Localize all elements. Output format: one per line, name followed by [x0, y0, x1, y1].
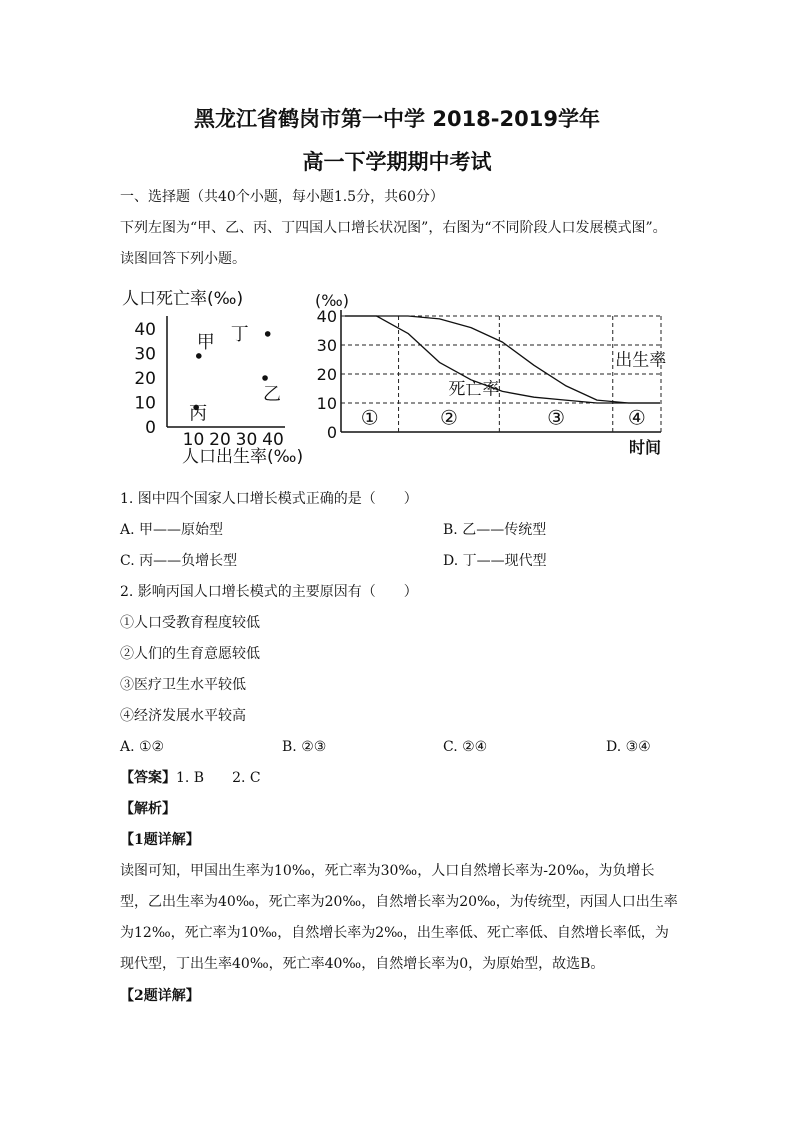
- scatter-point-label: 丙: [189, 403, 208, 425]
- scatter-chart: [110, 280, 330, 470]
- stage-label: ②: [439, 405, 458, 430]
- scatter-x-tick: 30: [235, 430, 258, 450]
- line-y-tick: 0: [326, 423, 337, 442]
- q1-option-b[interactable]: B. 乙——传统型: [443, 522, 547, 538]
- q1-option-d[interactable]: D. 丁——现代型: [443, 553, 547, 569]
- scatter-xlabel: 人口出生率(‰): [182, 447, 304, 467]
- q1-detail-text: 读图可知，甲国出生率为10‰，死亡率为30‰，人口自然增长率为-20‰，为负增长型，乙出生率为40‰，死亡率为20‰，自然增长率为20‰，为传统型，丙国人口出生率为12‰，死亡率为10‰，自然增长率为2‰，出生率低、死亡率低、自然增长率低，为现代型，丁出生率40‰，死亡率40‰，自然增长率为0，为原始型，故选B。: [120, 863, 678, 972]
- section-heading: 一、选择题（共40个小题，每小题1.5分，共60分）: [120, 189, 444, 205]
- line-y-tick: 40: [316, 307, 337, 326]
- q2-option-a[interactable]: A. ①②: [120, 739, 165, 755]
- q2-item-1: ①人口受教育程度较低: [120, 615, 260, 631]
- scatter-ylabel: 人口死亡率(‰): [122, 289, 244, 309]
- q2-option-d[interactable]: D. ③④: [606, 739, 651, 755]
- population-model-chart: [305, 280, 685, 465]
- intro-line-1: 下列左图为“甲、乙、丙、丁四国人口增长状况图”，右图为“不同阶段人口发展模式图”。: [120, 220, 667, 236]
- stage-label: ①: [360, 405, 379, 430]
- scatter-y-tick: 0: [145, 418, 156, 438]
- answer-label: 【答案】: [120, 770, 176, 786]
- q2-item-2: ②人们的生育意愿较低: [120, 646, 260, 662]
- title-line-2: 高一下学期期中考试: [302, 150, 492, 174]
- scatter-x-tick: 40: [262, 430, 284, 450]
- scatter-point-label: 丁: [230, 323, 249, 345]
- scatter-point: [265, 331, 271, 337]
- q1-option-a[interactable]: A. 甲——原始型: [120, 522, 224, 538]
- series-label: 死亡率: [448, 379, 500, 400]
- title-line-1: 黑龙江省鹤岗市第一中学 2018-2019学年: [194, 107, 600, 131]
- scatter-y-tick: 20: [134, 369, 156, 389]
- series-label: 出生率: [615, 350, 667, 371]
- scatter-point: [196, 353, 202, 359]
- stage-label: ③: [547, 405, 566, 430]
- line-y-tick: 20: [316, 365, 337, 384]
- q1-option-c[interactable]: C. 丙——负增长型: [120, 553, 238, 569]
- q2-detail-label: 【2题详解】: [120, 988, 200, 1004]
- q1-detail-label: 【1题详解】: [120, 832, 200, 848]
- q2-stem: 2. 影响丙国人口增长模式的主要原因有（ ）: [120, 584, 418, 600]
- q2-option-c[interactable]: C. ②④: [443, 739, 488, 755]
- line-y-tick: 10: [316, 394, 337, 413]
- q1-stem: 1. 图中四个国家人口增长模式正确的是（ ）: [120, 491, 418, 507]
- scatter-x-tick: 20: [209, 430, 231, 450]
- q2-item-3: ③医疗卫生水平较低: [120, 677, 246, 693]
- answer-text: 1. B 2. C: [176, 770, 261, 786]
- scatter-x-tick: 10: [182, 430, 205, 450]
- scatter-y-tick: 40: [134, 320, 156, 340]
- q2-option-b[interactable]: B. ②③: [282, 739, 327, 755]
- line-xlabel: 时间: [629, 438, 662, 457]
- stage-label: ④: [627, 405, 646, 430]
- answer-line: [120, 768, 261, 788]
- scatter-y-tick: 30: [134, 344, 156, 365]
- scatter-point-label: 乙: [263, 384, 282, 405]
- intro-line-2: 读图回答下列小题。: [120, 251, 246, 267]
- scatter-y-tick: 10: [134, 393, 156, 414]
- analysis-label: 【解析】: [120, 801, 176, 817]
- line-y-tick: 30: [316, 336, 337, 355]
- line-ylabel: (‰): [315, 291, 349, 310]
- q2-item-4: ④经济发展水平较高: [120, 708, 246, 724]
- scatter-point: [262, 375, 268, 381]
- scatter-point-label: 甲: [196, 331, 215, 353]
